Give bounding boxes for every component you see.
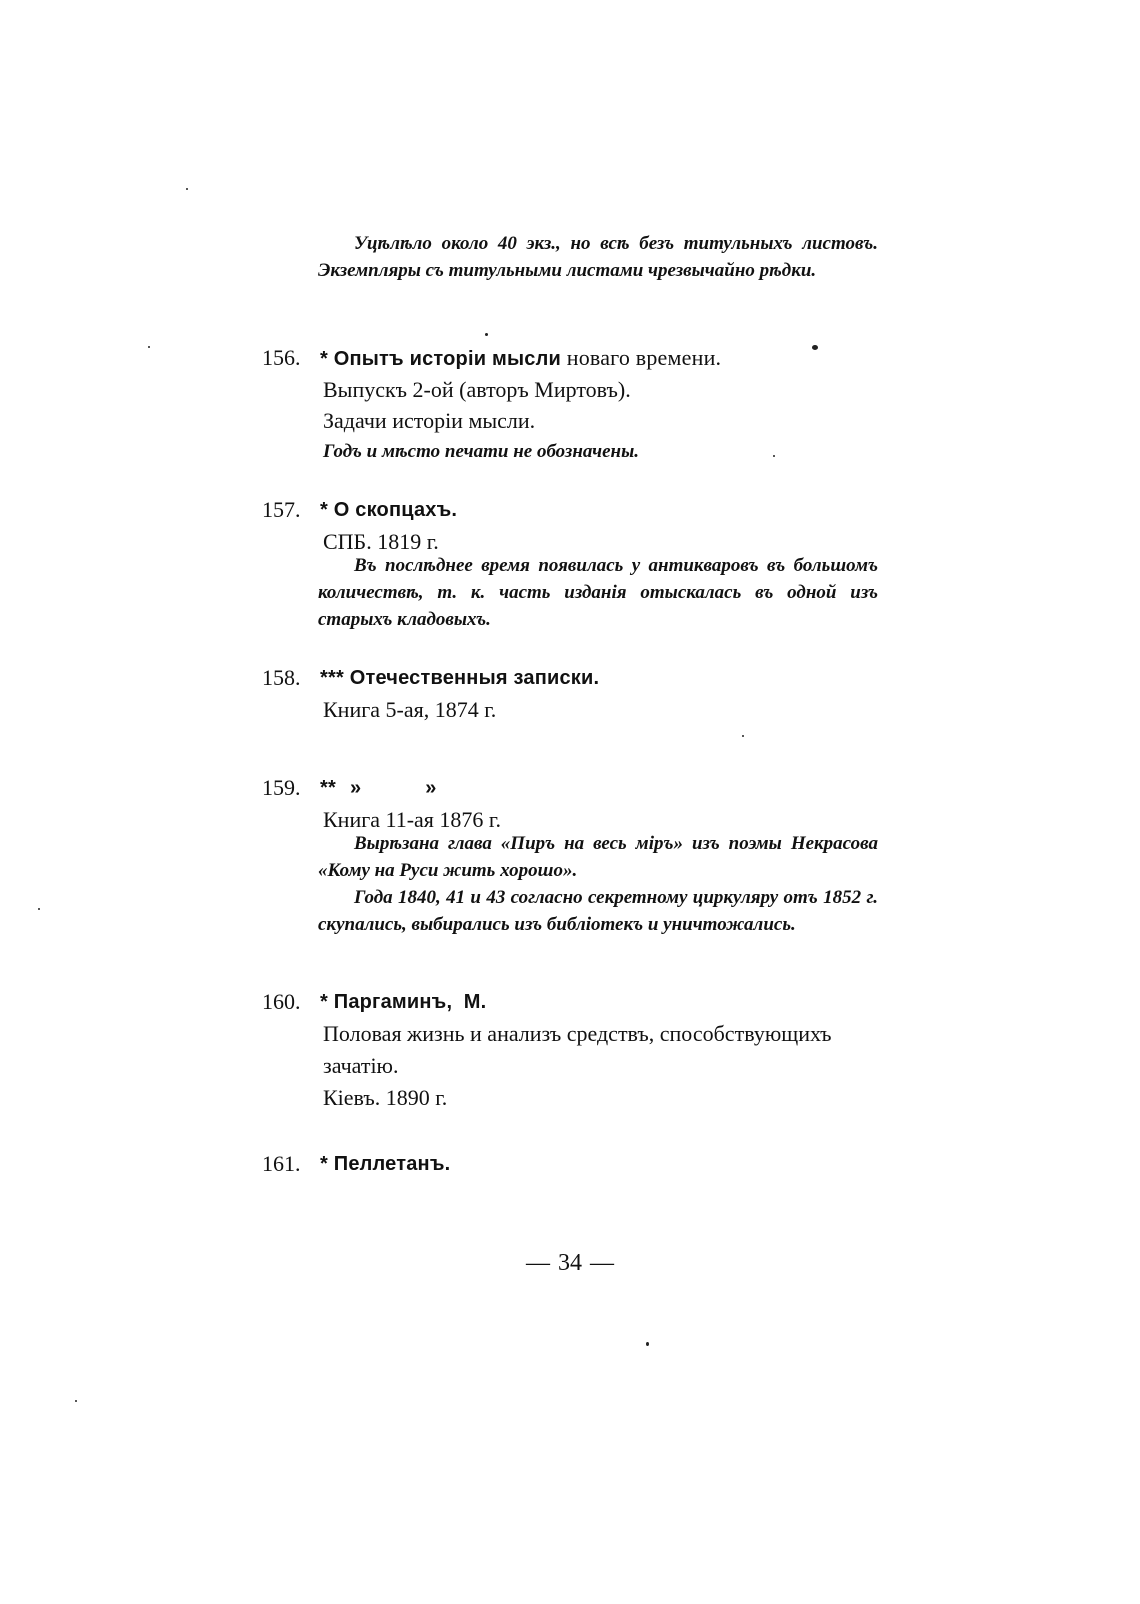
- entry-line: Задачи исторіи мысли.: [323, 408, 536, 433]
- page-number-value: 34: [558, 1250, 582, 1276]
- scan-speck: [38, 908, 40, 910]
- entry-line: СПБ. 1819 г.: [323, 529, 439, 554]
- entry-number: 161.: [262, 1151, 301, 1176]
- scan-speck: [773, 455, 775, 457]
- entry-heading: * Пеллетанъ.: [320, 1153, 451, 1175]
- entry-heading-stars: **: [320, 777, 336, 799]
- entry-number: 160.: [262, 989, 301, 1014]
- scan-speck: [186, 188, 188, 190]
- scan-speck: [742, 735, 744, 737]
- carryover-note-text: Уцѣлѣло около 40 экз., но всѣ безъ титульныхъ листовъ. Экземпляры съ титульными листами чрезвычайно рѣдки.: [318, 233, 878, 281]
- entry-line-text: Половая жизнь и анализъ средствъ, способствующихъ зачатію.: [323, 1021, 832, 1078]
- entry-number: 157.: [262, 497, 301, 522]
- scan-speck: [485, 333, 488, 336]
- entry-line: Книга 5-ая, 1874 г.: [323, 697, 497, 722]
- entry-heading: * О скопцахъ.: [320, 499, 458, 521]
- scan-speck: [646, 1342, 649, 1346]
- entry-line: Книга 11-ая 1876 г.: [323, 807, 501, 832]
- ditto-mark: »: [349, 777, 362, 799]
- entry-note: [318, 830, 878, 938]
- carryover-note: [318, 230, 878, 284]
- entry-note: [318, 552, 878, 633]
- entry-heading: [320, 342, 721, 375]
- entry-line: Выпускъ 2-ой (авторъ Миртовъ).: [323, 377, 631, 402]
- entry-number: 159.: [262, 775, 301, 800]
- entry-heading-rest: новаго времени.: [566, 345, 722, 370]
- entry-heading: [320, 772, 437, 804]
- entry-number: 156.: [262, 345, 301, 370]
- entry-line: Кіевъ. 1890 г.: [323, 1085, 448, 1110]
- entry-note: Годъ и мѣсто печати не обозначены.: [323, 441, 640, 462]
- entry-heading: *** Отечественныя записки.: [320, 667, 600, 689]
- entry-note-text: Вырѣзана глава «Пиръ на весь міръ» изъ поэмы Некрасова «Кому на Руси жить хорошо».: [318, 833, 878, 881]
- entry-note-text: Года 1840, 41 и 43 согласно секретному циркуляру отъ 1852 г. скупались, выбирались изъ библіотекъ и уничтожались.: [318, 887, 878, 935]
- scan-speck: [812, 345, 818, 350]
- ditto-mark: »: [425, 777, 437, 799]
- scan-speck: [75, 1400, 77, 1402]
- entry-heading: * Паргаминъ, М.: [320, 991, 487, 1013]
- entry-note-text: Въ послѣднее время появилась у антикваровъ въ большомъ количествѣ, т. к. часть изданія отыскалась въ одной изъ старыхъ кладовыхъ.: [318, 555, 878, 630]
- page-number: [0, 1250, 1140, 1277]
- entry-number: 158.: [262, 665, 301, 690]
- page-number-dash: —: [526, 1250, 550, 1276]
- page-number-dash: —: [590, 1250, 614, 1276]
- entry-heading-bold: * Опытъ исторіи мысли: [320, 348, 561, 370]
- scan-speck: [148, 346, 150, 348]
- entry-line: [323, 1018, 888, 1082]
